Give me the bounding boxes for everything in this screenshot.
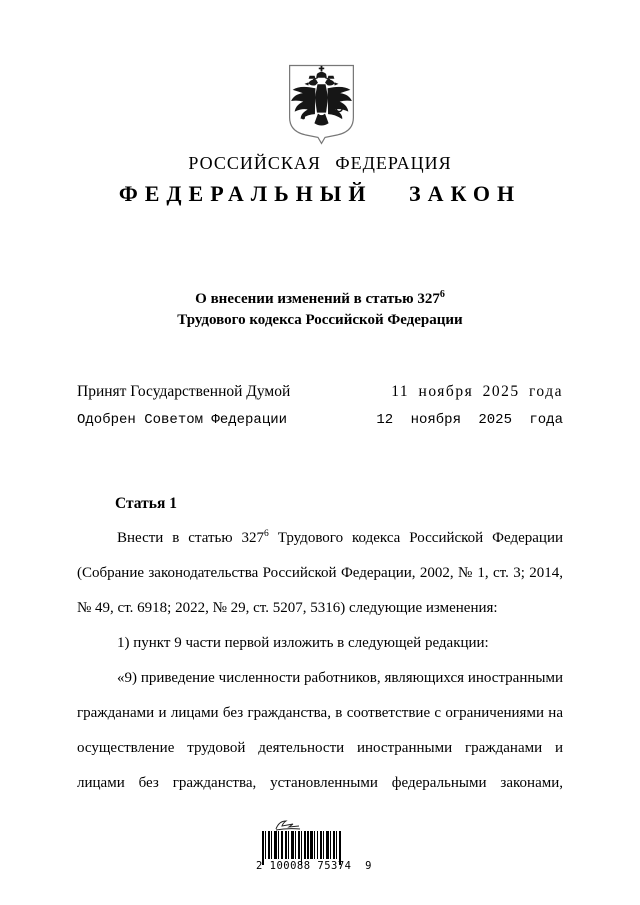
adoption-row bbox=[77, 381, 563, 408]
text-segment: «9) приведение численности работников, являющихся иностранными bbox=[117, 670, 563, 686]
body-line bbox=[77, 591, 563, 626]
body-line bbox=[77, 521, 563, 556]
text-segment: лицами без гражданства, установленными федеральными законами, bbox=[77, 775, 563, 791]
text-segment: осуществление трудовой деятельности иностранными гражданами и bbox=[77, 740, 563, 756]
text-segment: 1) пункт 9 части первой изложить в следующей редакции: bbox=[117, 635, 489, 651]
adoption-row bbox=[77, 408, 563, 435]
law-title-line1 bbox=[0, 289, 640, 310]
text-segment: Внести в статью 327 bbox=[117, 530, 265, 546]
text-segment: Трудового кодекса Российской Федерации bbox=[268, 530, 564, 546]
adoption-label: Принят Государственной Думой bbox=[77, 383, 291, 400]
country-name: РОССИЙСКАЯ ФЕДЕРАЦИЯ bbox=[188, 153, 452, 173]
superscript: 6 bbox=[264, 529, 269, 539]
publisher-mark-icon bbox=[273, 818, 303, 832]
body-line bbox=[77, 731, 563, 766]
barcode-block bbox=[256, 818, 376, 878]
text-segment: гражданами и лицами без гражданства, в соответствие с ограничениями на bbox=[77, 705, 563, 721]
body-line bbox=[77, 626, 563, 661]
article-heading: Статья 1 bbox=[115, 495, 177, 512]
law-title-superscript: 6 bbox=[439, 289, 445, 300]
barcode-digits: 2 100088 75374 9 bbox=[256, 860, 372, 872]
document-body bbox=[77, 486, 563, 801]
adoption-date: 12 ноября 2025 года bbox=[376, 412, 563, 428]
adoption-date: 11 ноября 2025 года bbox=[391, 383, 563, 400]
coat-of-arms-icon bbox=[286, 63, 357, 148]
adoption-label: Одобрен Советом Федерации bbox=[77, 412, 288, 428]
law-title-line2: Трудового кодекса Российской Федерации bbox=[177, 312, 463, 328]
text-segment: № 49, ст. 6918; 2022, № 29, ст. 5207, 5316) следующие изменения: bbox=[77, 600, 498, 616]
body-line bbox=[77, 766, 563, 801]
paragraphs-container bbox=[77, 521, 563, 801]
law-title-line1-text: О внесении изменений в статью 327 bbox=[195, 291, 440, 307]
body-line bbox=[77, 556, 563, 591]
body-line bbox=[77, 661, 563, 696]
body-line bbox=[77, 696, 563, 731]
adoption-block bbox=[77, 381, 563, 435]
document-type-heading: ФЕДЕРАЛЬНЫЙ ЗАКОН bbox=[118, 181, 522, 206]
text-segment: (Собрание законодательства Российской Федерации, 2002, № 1, ст. 3; 2014, bbox=[77, 565, 563, 581]
law-title bbox=[0, 289, 640, 331]
